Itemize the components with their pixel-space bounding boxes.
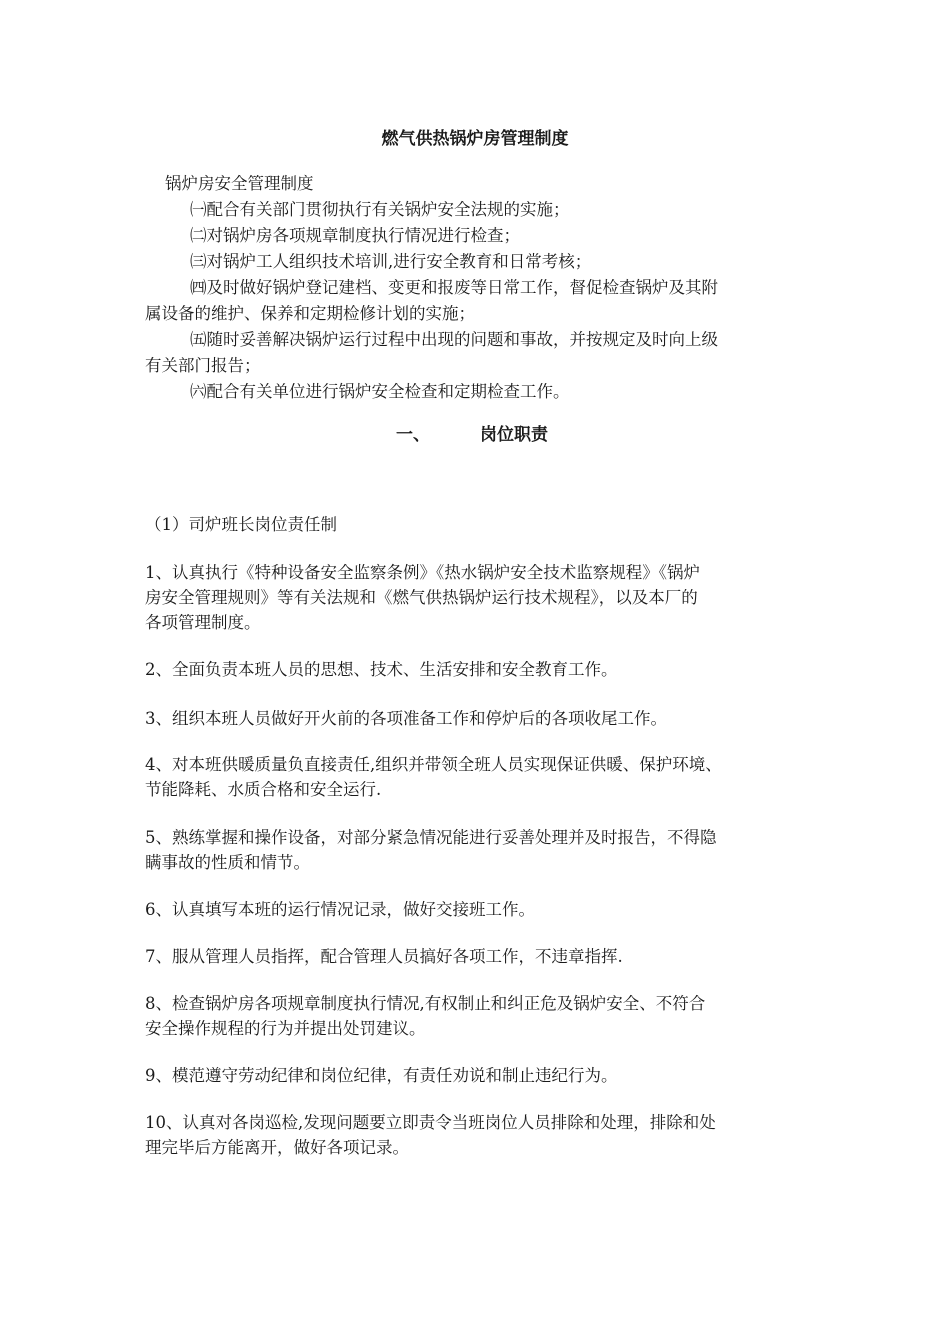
duty-paragraph <box>145 1110 815 1160</box>
rule-item: ㈢对锅炉工人组织技术培训,进行安全教育和日常考核； <box>190 252 592 271</box>
section-number: 一、 <box>396 425 430 445</box>
duty-paragraph <box>145 560 815 635</box>
paragraph-line: 瞒事故的性质和情节。 <box>145 853 310 872</box>
paragraph-line: 4、对本班供暖质量负直接责任,组织并带领全班人员实现保证供暖、保护环境、 <box>145 755 722 774</box>
paragraph-line: 8、检查锅炉房各项规章制度执行情况,有权制止和纠正危及锅炉安全、不符合 <box>145 994 706 1013</box>
paragraph-line: 房安全管理规则》等有关法规和《燃气供热锅炉运行技术规程》，以及本厂的 <box>145 588 698 607</box>
paragraph-line: 1、认真执行《特种设备安全监察条例》《热水锅炉安全技术监察规程》《锅炉 <box>145 563 700 582</box>
paragraph-line: 3、组织本班人员做好开火前的各项准备工作和停炉后的各项收尾工作。 <box>145 709 667 728</box>
rule-item: ㈤随时妥善解决锅炉运行过程中出现的问题和事故，并按规定及时向上级 <box>190 330 718 349</box>
paragraph-line: 理完毕后方能离开，做好各项记录。 <box>145 1138 409 1157</box>
paragraph-line: 5、熟练掌握和操作设备，对部分紧急情况能进行妥善处理并及时报告，不得隐 <box>145 828 717 847</box>
rule-item: ㈣及时做好锅炉登记建档、变更和报废等日常工作，督促检查锅炉及其附 <box>190 278 718 297</box>
paragraph-line: 节能降耗、水质合格和安全运行. <box>145 780 382 799</box>
section-title: 岗位职责 <box>480 425 548 445</box>
paragraph-line: 各项管理制度。 <box>145 613 261 632</box>
rule-item: ㈠配合有关部门贯彻执行有关锅炉安全法规的实施； <box>190 200 570 219</box>
safety-rules-block <box>145 171 810 405</box>
duty-paragraph <box>145 657 815 682</box>
rule-item: ㈡对锅炉房各项规章制度执行情况进行检查； <box>190 226 520 245</box>
paragraph-line: 10、认真对各岗巡检,发现问题要立即责令当班岗位人员排除和处理，排除和处 <box>145 1113 716 1132</box>
paragraph-line: 2、全面负责本班人员的思想、技术、生活安排和安全教育工作。 <box>145 660 618 679</box>
rule-item: ㈥配合有关单位进行锅炉安全检查和定期检查工作。 <box>190 382 570 401</box>
duty-paragraph <box>145 944 815 969</box>
duty-paragraph <box>145 706 815 731</box>
duty-paragraph <box>145 825 815 875</box>
rule-item-continued: 属设备的维护、保养和定期检修计划的实施； <box>145 304 475 323</box>
sub-heading: （1）司炉班长岗位责任制 <box>145 515 337 534</box>
duty-paragraph <box>145 991 815 1041</box>
paragraph-line: 7、服从管理人员指挥，配合管理人员搞好各项工作，不违章指挥. <box>145 947 623 966</box>
duty-paragraph <box>145 752 815 802</box>
duty-paragraph <box>145 897 815 922</box>
paragraph-line: 安全操作规程的行为并提出处罚建议。 <box>145 1019 426 1038</box>
paragraph-line: 6、认真填写本班的运行情况记录，做好交接班工作。 <box>145 900 535 919</box>
rule-item-continued: 有关部门报告； <box>145 356 261 375</box>
duty-paragraph <box>145 1063 815 1088</box>
paragraph-line: 9、模范遵守劳动纪律和岗位纪律，有责任劝说和制止违纪行为。 <box>145 1066 618 1085</box>
intro-heading: 锅炉房安全管理制度 <box>165 174 314 193</box>
document-title: 燃气供热锅炉房管理制度 <box>381 129 569 149</box>
